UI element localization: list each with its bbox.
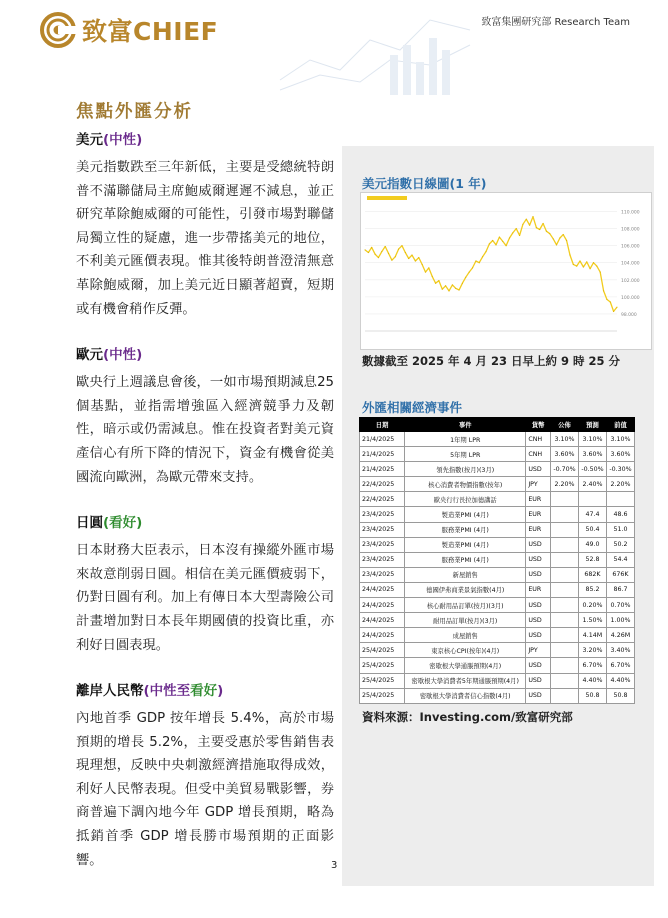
- data-point: [563, 234, 564, 235]
- data-point: [365, 249, 366, 250]
- table-row: [360, 507, 635, 522]
- table-cell: 48.6: [606, 507, 634, 522]
- table-row: [360, 613, 635, 628]
- data-point: [388, 253, 389, 254]
- table-cell: 3.10%: [578, 432, 606, 447]
- outlook-tag: ): [217, 683, 224, 700]
- table-cell: 21/4/2025: [360, 462, 405, 477]
- y-tick-label: 104.000: [621, 261, 640, 267]
- series-line: [365, 217, 617, 312]
- y-tick-label: 102.000: [621, 278, 640, 284]
- side-panel: [342, 146, 654, 886]
- data-point: [485, 251, 486, 252]
- chart-canvas: [361, 193, 651, 349]
- analysis-heading: [76, 681, 334, 701]
- table-cell: USD: [526, 567, 551, 582]
- table-cell: 密歇根大學消費者信心指數(4月): [405, 688, 526, 703]
- table-cell: [550, 582, 578, 597]
- table-cell: [550, 598, 578, 613]
- table-cell: 23/4/2025: [360, 567, 405, 582]
- header-decoration: [270, 0, 480, 96]
- analysis-heading: [76, 345, 334, 365]
- data-point: [590, 268, 591, 269]
- data-point: [596, 266, 597, 267]
- table-row: [360, 658, 635, 673]
- analysis-block: [76, 513, 334, 657]
- table-cell: 新屋銷售: [405, 567, 526, 582]
- data-point: [526, 219, 527, 220]
- brand-logo: [40, 10, 218, 50]
- currency-name: 歐元: [76, 347, 103, 364]
- table-cell: 47.4: [578, 507, 606, 522]
- table-cell: 3.10%: [550, 432, 578, 447]
- table-cell: 24/4/2025: [360, 598, 405, 613]
- table-cell: USD: [526, 658, 551, 673]
- data-point: [593, 262, 594, 263]
- table-cell: 54.4: [606, 552, 634, 567]
- data-point: [368, 252, 369, 253]
- table-cell: [550, 522, 578, 537]
- data-point: [556, 244, 557, 245]
- currency-name: 日圓: [76, 515, 103, 532]
- analysis-text: 內地首季 GDP 按年增長 5.4%，高於市場預期的增長 5.2%，主要受惠於零售銷售表現理想，反映中央刺激經濟措施取得成效，利好人民幣表現。但受中美貿易戰影響，券商普遍下調內地今年 GDP 增長預期，略為抵銷首季 GDP 增長勝市場預期的正面影響。: [76, 711, 334, 868]
- outlook-tag: 至: [176, 683, 191, 700]
- table-cell: 23/4/2025: [360, 507, 405, 522]
- economic-events-table: [359, 417, 635, 704]
- table-cell: [578, 492, 606, 507]
- table-cell: 50.2: [606, 537, 634, 552]
- table-row: [360, 643, 635, 658]
- data-point: [559, 237, 560, 238]
- table-cell: 4.40%: [606, 673, 634, 688]
- outlook-tag: (中性): [103, 132, 143, 148]
- table-row: [360, 582, 635, 597]
- table-cell: 3.10%: [606, 432, 634, 447]
- data-point: [462, 283, 463, 284]
- chart-data-note: 數據截至 2025 年 4 月 23 日早上約 9 時 25 分: [362, 354, 621, 368]
- table-cell: 23/4/2025: [360, 552, 405, 567]
- data-point: [378, 257, 379, 258]
- table-cell: 50.8: [606, 688, 634, 703]
- table-cell: EUR: [526, 582, 551, 597]
- data-point: [516, 228, 517, 229]
- column-header: 事件: [405, 418, 526, 432]
- table-cell: 德國伊弗商業景氣指數(4月): [405, 582, 526, 597]
- analysis-text: 日本財務大臣表示，日本沒有操縱外匯市場來故意削弱日圓。相信在美元匯價疲弱下，仍對日圓有利。加上有傳日本大型壽險公司計畫增加對日本長年期國債的投資比重，亦利好日圓表現。: [76, 543, 334, 653]
- table-cell: 服務業PMI (4月): [405, 522, 526, 537]
- analysis-block: [76, 130, 334, 321]
- data-point: [381, 251, 382, 252]
- table-cell: 22/4/2025: [360, 492, 405, 507]
- data-point: [492, 240, 493, 241]
- table-cell: 0.20%: [578, 598, 606, 613]
- analysis-heading: [76, 130, 334, 150]
- data-point: [475, 261, 476, 262]
- data-point: [576, 266, 577, 267]
- table-cell: 5年期 LPR: [405, 447, 526, 462]
- outlook-tag: 中性: [149, 683, 177, 700]
- table-cell: 密歇根大學消費者5年期通脹預期(4月): [405, 673, 526, 688]
- y-tick-label: 98.000: [621, 312, 637, 318]
- data-point: [499, 237, 500, 238]
- data-point: [482, 256, 483, 257]
- data-point: [610, 301, 611, 302]
- column-header: 日期: [360, 418, 405, 432]
- table-row: [360, 628, 635, 643]
- table-cell: 23/4/2025: [360, 537, 405, 552]
- table-cell: 22/4/2025: [360, 477, 405, 492]
- table-cell: 領先指數(按月)(3月): [405, 462, 526, 477]
- analysis-text: 歐央行上週議息會後，一如市場預期減息25 個基點，並指需增強區入經濟競爭力及韌性，暗示或仍需減息。惟在投資者對美元資產信心有所下降的情況下，資金有機會從美國流向歐洲，為歐元帶來支持。: [76, 375, 334, 485]
- events-table-title: 外匯相關經濟事件: [362, 400, 463, 415]
- data-point: [512, 232, 513, 233]
- data-point: [546, 231, 547, 232]
- data-point: [385, 246, 386, 247]
- table-row: [360, 552, 635, 567]
- table-cell: 24/4/2025: [360, 628, 405, 643]
- table-cell: -0.70%: [550, 462, 578, 477]
- table-cell: 2.20%: [606, 477, 634, 492]
- table-row: [360, 537, 635, 552]
- data-point: [442, 289, 443, 290]
- table-cell: EUR: [526, 522, 551, 537]
- table-row: [360, 567, 635, 582]
- currency-name: 離岸人民幣: [76, 683, 144, 700]
- data-point: [603, 290, 604, 291]
- y-tick-label: 108.000: [621, 227, 640, 233]
- data-point: [573, 264, 574, 265]
- section-title: 焦點外匯分析: [76, 102, 193, 122]
- table-cell: 25/4/2025: [360, 658, 405, 673]
- table-cell: 核心耐用品訂單(按月)(3月): [405, 598, 526, 613]
- data-point: [586, 261, 587, 262]
- table-cell: USD: [526, 598, 551, 613]
- data-point: [432, 276, 433, 277]
- page-number: 3: [331, 860, 338, 871]
- table-cell: CNH: [526, 432, 551, 447]
- table-cell: [606, 492, 634, 507]
- table-cell: [550, 658, 578, 673]
- data-point: [401, 245, 402, 246]
- table-cell: 0.70%: [606, 598, 634, 613]
- table-cell: [550, 537, 578, 552]
- table-cell: 676K: [606, 567, 634, 582]
- table-cell: USD: [526, 613, 551, 628]
- table-cell: [550, 643, 578, 658]
- table-cell: EUR: [526, 492, 551, 507]
- table-cell: 密歇根大學通脹預期(4月): [405, 658, 526, 673]
- data-point: [422, 264, 423, 265]
- column-header: 前值: [606, 418, 634, 432]
- data-point: [438, 280, 439, 281]
- table-row: [360, 447, 635, 462]
- data-point: [449, 290, 450, 291]
- table-cell: 4.40%: [578, 673, 606, 688]
- table-cell: 東京核心CPI(按年)(4月): [405, 643, 526, 658]
- data-point: [583, 267, 584, 268]
- table-cell: 49.0: [578, 537, 606, 552]
- table-cell: 86.7: [606, 582, 634, 597]
- table-cell: 1年期 LPR: [405, 432, 526, 447]
- table-cell: 85.2: [578, 582, 606, 597]
- data-point: [371, 247, 372, 248]
- data-point: [418, 257, 419, 258]
- data-point: [569, 255, 570, 256]
- data-point: [405, 252, 406, 253]
- data-point: [502, 241, 503, 242]
- usd-index-chart: [360, 192, 652, 350]
- table-cell: 成屋銷售: [405, 628, 526, 643]
- table-cell: -0.50%: [578, 462, 606, 477]
- table-cell: [550, 492, 578, 507]
- data-point: [395, 256, 396, 257]
- data-point: [459, 290, 460, 291]
- table-cell: [550, 613, 578, 628]
- table-cell: EUR: [526, 507, 551, 522]
- data-point: [496, 244, 497, 245]
- table-row: [360, 432, 635, 447]
- y-tick-label: 110.000: [621, 210, 640, 216]
- analysis-column: [76, 130, 334, 896]
- legend-swatch: [367, 196, 407, 200]
- data-point: [472, 267, 473, 268]
- data-point: [529, 225, 530, 226]
- y-tick-label: 100.000: [621, 295, 640, 301]
- table-cell: [550, 688, 578, 703]
- table-cell: 52.8: [578, 552, 606, 567]
- table-cell: 51.0: [606, 522, 634, 537]
- table-cell: 3.60%: [550, 447, 578, 462]
- table-cell: 50.4: [578, 522, 606, 537]
- data-point: [539, 229, 540, 230]
- data-point: [465, 277, 466, 278]
- analysis-text: 美元指數跌至三年新低，主要是受總統特朗普不滿聯儲局主席鮑威爾遲遲不減息，並正研究革除鮑威爾的可能性，引發市場對聯儲局獨立性的疑慮，進一步帶搖美元的地位，不利美元匯價表現。惟其後特朗普澄清無意革除鮑威爾，加上美元近日顯著超賣，短期或有機會稍作反彈。: [76, 160, 334, 317]
- data-point: [425, 272, 426, 273]
- data-point: [479, 262, 480, 263]
- table-cell: 2.20%: [550, 477, 578, 492]
- column-header: 預測: [578, 418, 606, 432]
- table-row: [360, 462, 635, 477]
- outlook-tag: (: [143, 683, 150, 700]
- column-header: 貨幣: [526, 418, 551, 432]
- table-cell: 4.26M: [606, 628, 634, 643]
- table-cell: JPY: [526, 477, 551, 492]
- table-cell: -0.30%: [606, 462, 634, 477]
- data-point: [435, 283, 436, 284]
- analysis-heading: [76, 513, 334, 533]
- data-point: [519, 235, 520, 236]
- outlook-tag: (中性): [103, 347, 143, 364]
- table-row: [360, 688, 635, 703]
- data-point: [398, 249, 399, 250]
- data-point: [469, 272, 470, 273]
- outlook-tag: 看好: [190, 683, 218, 700]
- table-cell: JPY: [526, 643, 551, 658]
- data-point: [533, 216, 534, 217]
- logo-emblem-icon: [40, 12, 76, 48]
- table-row: [360, 522, 635, 537]
- table-cell: 歐央行行長拉加德講話: [405, 492, 526, 507]
- table-cell: 製造業PMI (4月): [405, 537, 526, 552]
- table-cell: 25/4/2025: [360, 688, 405, 703]
- table-cell: [550, 628, 578, 643]
- table-cell: 21/4/2025: [360, 447, 405, 462]
- analysis-block: [76, 681, 334, 872]
- table-cell: 50.8: [578, 688, 606, 703]
- currency-name: 美元: [76, 132, 103, 148]
- table-cell: 25/4/2025: [360, 673, 405, 688]
- data-point: [408, 258, 409, 259]
- table-cell: [550, 567, 578, 582]
- y-tick-label: 106.000: [621, 244, 640, 250]
- table-row: [360, 492, 635, 507]
- table-cell: 21/4/2025: [360, 432, 405, 447]
- data-point: [489, 243, 490, 244]
- brand-name: 致富CHIEF: [82, 17, 219, 46]
- data-point: [606, 299, 607, 300]
- table-cell: 23/4/2025: [360, 522, 405, 537]
- table-cell: 24/4/2025: [360, 582, 405, 597]
- table-cell: 3.20%: [578, 643, 606, 658]
- outlook-tag: (看好): [103, 515, 143, 532]
- data-point: [391, 260, 392, 261]
- data-point: [549, 233, 550, 234]
- table-cell: USD: [526, 688, 551, 703]
- data-point: [617, 307, 618, 308]
- chart-title: 美元指數日線圖(1 年): [362, 176, 487, 191]
- table-cell: 核心消費者物價指數(按年): [405, 477, 526, 492]
- data-point: [445, 285, 446, 286]
- table-cell: [550, 552, 578, 567]
- data-point: [580, 261, 581, 262]
- table-cell: 服務業PMI (4月): [405, 552, 526, 567]
- analysis-block: [76, 345, 334, 489]
- source-note: 資料來源：Investing.com/致富研究部: [362, 710, 573, 724]
- data-point: [543, 223, 544, 224]
- data-point: [536, 227, 537, 228]
- research-team-label: 致富集團研究部 Research Team: [481, 17, 630, 28]
- table-cell: 製造業PMI (4月): [405, 507, 526, 522]
- table-cell: 6.70%: [606, 658, 634, 673]
- table-cell: 25/4/2025: [360, 643, 405, 658]
- table-cell: [550, 673, 578, 688]
- table-header-row: [360, 418, 635, 432]
- table-row: [360, 598, 635, 613]
- table-row: [360, 673, 635, 688]
- data-point: [415, 261, 416, 262]
- data-point: [452, 284, 453, 285]
- table-cell: USD: [526, 537, 551, 552]
- table-cell: 3.60%: [578, 447, 606, 462]
- table-cell: 1.00%: [606, 613, 634, 628]
- table-cell: 3.40%: [606, 643, 634, 658]
- table-cell: 1.50%: [578, 613, 606, 628]
- table-cell: 3.60%: [606, 447, 634, 462]
- data-point: [455, 288, 456, 289]
- data-point: [522, 224, 523, 225]
- table-cell: 耐用品訂單(按月)(3月): [405, 613, 526, 628]
- table-cell: USD: [526, 673, 551, 688]
- table-cell: 24/4/2025: [360, 613, 405, 628]
- table-cell: CNH: [526, 447, 551, 462]
- table-cell: 682K: [578, 567, 606, 582]
- data-point: [506, 245, 507, 246]
- data-point: [553, 238, 554, 239]
- data-point: [566, 240, 567, 241]
- data-point: [509, 237, 510, 238]
- table-cell: 6.70%: [578, 658, 606, 673]
- table-cell: USD: [526, 462, 551, 477]
- data-point: [428, 267, 429, 268]
- table-cell: USD: [526, 552, 551, 567]
- table-row: [360, 477, 635, 492]
- data-point: [600, 272, 601, 273]
- table-cell: USD: [526, 628, 551, 643]
- table-cell: 2.40%: [578, 477, 606, 492]
- data-point: [412, 255, 413, 256]
- data-point: [375, 254, 376, 255]
- table-cell: 4.14M: [578, 628, 606, 643]
- data-point: [613, 311, 614, 312]
- table-cell: [550, 507, 578, 522]
- column-header: 公佈: [550, 418, 578, 432]
